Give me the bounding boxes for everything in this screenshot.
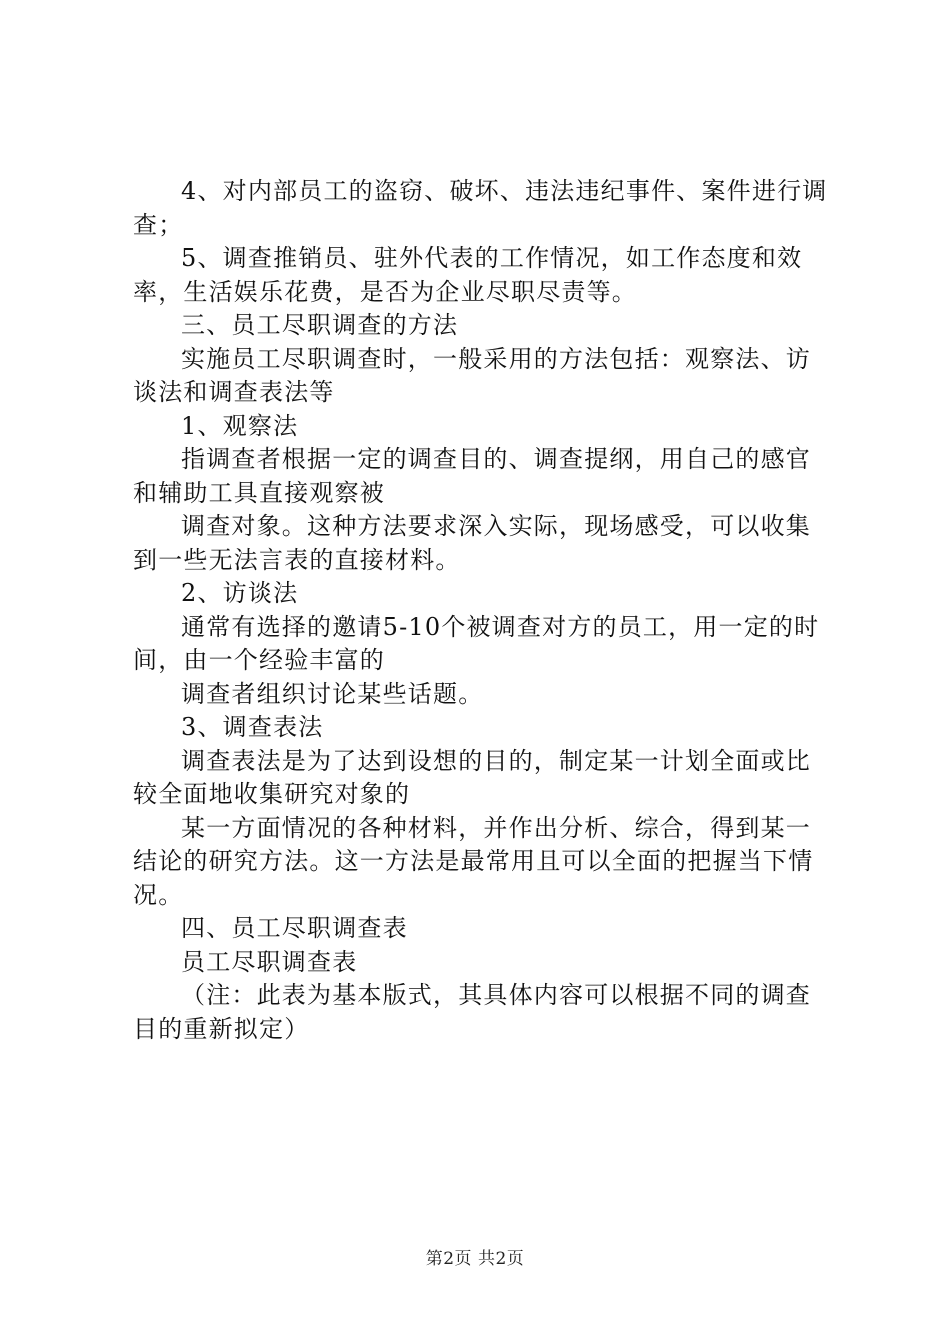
paragraph-observation-1: 指调查者根据一定的调查目的、调查提纲，用自己的感官和辅助工具直接观察被 <box>133 445 811 507</box>
table-note: （注：此表为基本版式，其具体内容可以根据不同的调查目的重新拟定） <box>133 981 811 1043</box>
page-number-footer: 第2页 共2页 <box>425 1249 525 1269</box>
paragraph-observation-2: 调查对象。这种方法要求深入实际，现场感受，可以收集到一些无法言表的直接材料。 <box>133 512 811 574</box>
paragraph-questionnaire-2: 某一方面情况的各种材料，并作出分析、综合，得到某一结论的研究方法。这一方法是最常用且可以全面的把握当下情况。 <box>133 813 814 909</box>
subheading-interview: 2、访谈法 <box>181 579 299 607</box>
paragraph-interview-2: 调查者组织讨论某些话题。 <box>181 679 484 708</box>
section-heading-table: 四、员工尽职调查表 <box>181 914 408 942</box>
paragraph-methods-intro: 实施员工尽职调查时，一般采用的方法包括：观察法、访谈法和调查表法等 <box>133 344 811 406</box>
paragraph-item-4: 4、对内部员工的盗窃、破坏、违法违纪事件、案件进行调查； <box>133 177 828 239</box>
table-title: 员工尽职调查表 <box>181 947 358 976</box>
subheading-observation: 1、观察法 <box>181 411 299 440</box>
document-body <box>133 175 833 1046</box>
section-heading-methods: 三、员工尽职调查的方法 <box>181 311 459 339</box>
paragraph-interview-1: 通常有选择的邀请5-10个被调查对方的员工，用一定的时间，由一个经验丰富的 <box>133 612 820 674</box>
paragraph-item-5: 5、调查推销员、驻外代表的工作情况，如工作态度和效率，生活娱乐花费，是否为企业尽职尽责等。 <box>133 244 803 306</box>
subheading-questionnaire: 3、调查表法 <box>181 713 324 741</box>
paragraph-questionnaire-1: 调查表法是为了达到设想的目的，制定某一计划全面或比较全面地收集研究对象的 <box>133 746 811 808</box>
